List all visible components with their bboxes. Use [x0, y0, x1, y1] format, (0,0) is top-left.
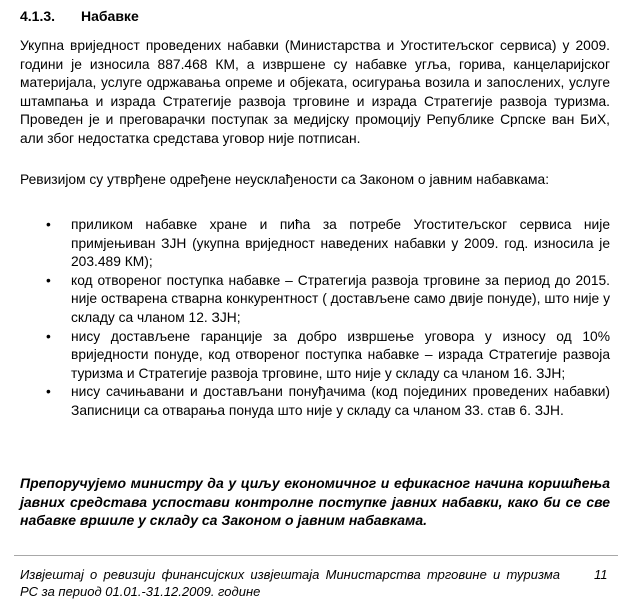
list-item	[20, 383, 610, 420]
findings-intro-paragraph: Ревизијом су утврђене одређене неусклађености са Законом о јавним набавкама:	[20, 172, 550, 187]
list-item-text: нису сачињавани и достављани понуђачима (код појединих проведених набавки) Записници са отварања понуда што није у складу са чланом 33. став 6. ЗЈН.	[71, 384, 610, 418]
section-title: Набавке	[81, 8, 139, 24]
section-number: 4.1.3.	[20, 8, 56, 24]
list-item	[20, 328, 610, 384]
bullet-icon: •	[46, 272, 51, 288]
footer-text: Извјештај о ревизији финансијских извјештаја Министарства трговине и туризма РС за период 01.01.-31.12.2009. године	[20, 567, 560, 599]
recommendation-paragraph: Препоручујемо министру да у циљу економичног и ефикасног начина коришћења јавних средстава успостави контролне поступке јавних набавки, како би се све набавке вршиле у складу са Законом о јавним набавкама.	[20, 475, 610, 529]
findings-list	[20, 216, 610, 421]
list-item-text: код отвореног поступка набавке – Стратегија развоја трговине за период до 2015. није остварена стварна конкурентност ( достављене само двије понуде), што није у складу са чланом 12. ЗЈН;	[71, 272, 610, 325]
intro-paragraph: Укупна вриједност проведених набавки (Министарства и Угоститељског сервиса) у 2009. години је износила 887.468 КМ, а извршене су набавке угља, горива, канцеларијског материјала, услуге одржавања опреме и објеката, осигурања возила и запослених, услуге штампања и израда Стратегије развоја трговине и израда Стратегије развоја туризма. Проведен је и преговарачки поступак за медијску промоцију Републике Српске ван БиХ, али због недостатка средстава уговор није потписан.	[20, 38, 610, 146]
list-item	[20, 272, 610, 328]
bullet-icon: •	[46, 328, 51, 344]
bullet-icon: •	[46, 217, 51, 232]
list-item-text: нису достављене гаранције за добро извршење уговора у износу од 10% вриједности понуде, код отвореног поступка набавке – израда Стратегије развоја туризма и Стратегије развоја трговине, што није у складу са чланом 16. ЗЈН;	[71, 328, 610, 381]
section-heading	[20, 8, 139, 24]
footer-divider	[14, 555, 618, 556]
list-item	[20, 216, 610, 272]
list-item-text: приликом набавке хране и пића за потребе Угоститељског сервиса није примјењиван ЗЈН (укупна вриједност наведених набавки у 2009. год. износила је 203.489 КМ);	[71, 217, 610, 270]
bullet-icon: •	[46, 384, 51, 400]
page-number: 11	[594, 567, 608, 582]
